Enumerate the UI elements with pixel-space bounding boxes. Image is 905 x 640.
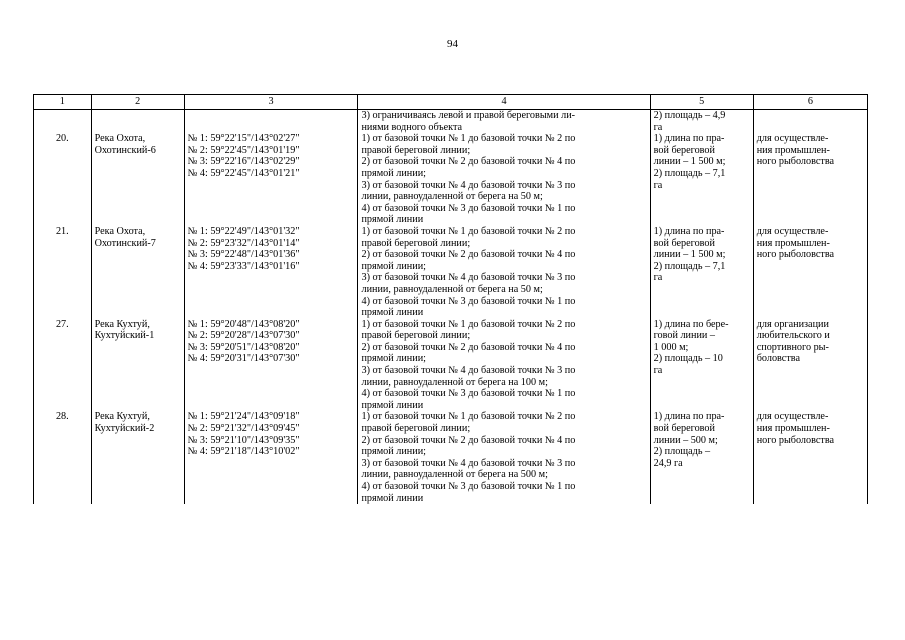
- column-header-3: 3: [184, 95, 358, 110]
- area-purpose-line: ного рыболовства: [756, 156, 835, 168]
- area-borders-line: 1) от базовой точки № 1 до базовой точки № 2 по: [361, 411, 576, 423]
- area-borders-line: линии, равноудаленной от берега на 50 м;: [361, 191, 543, 203]
- area-borders-line: прямой линии;: [361, 260, 426, 272]
- coordinates-line: № 1: 59°20'48"/143°08'20": [187, 318, 300, 330]
- area-borders-line: 1) от базовой точки № 1 до базовой точки № 2 по: [361, 225, 576, 237]
- continuation-cell-1: [34, 110, 92, 134]
- coordinates-line: № 3: 59°20'51"/143°08'20": [187, 341, 300, 353]
- area-borders-line: прямой линии;: [361, 353, 426, 365]
- area-size-line: га: [653, 365, 663, 377]
- area-purpose-cell: [753, 226, 867, 319]
- area-borders-line: прямой линии: [361, 399, 424, 411]
- area-purpose-line: ного рыболовства: [756, 249, 835, 261]
- area-borders-cell: [358, 226, 650, 319]
- area-size-cell: [650, 319, 753, 412]
- area-size-line: 1) длина по пра-: [653, 225, 725, 237]
- area-borders-line: правой береговой линии;: [361, 144, 471, 156]
- continuation-cell-2: [91, 110, 184, 134]
- area-size-line: говой линии –: [653, 330, 716, 342]
- area-size-line: 1) длина по бере-: [653, 318, 729, 330]
- coordinates-line: № 2: 59°21'32"/143°09'45": [187, 423, 300, 435]
- coordinates-line: № 4: 59°21'18"/143°10'02": [187, 446, 300, 458]
- coordinates-line: № 2: 59°23'32"/143°01'14": [187, 237, 300, 249]
- area-purpose-cell: [753, 319, 867, 412]
- area-borders-line: линии, равноудаленной от берега на 50 м;: [361, 283, 543, 295]
- area-borders-line: 3) от базовой точки № 4 до базовой точки № 3 по: [361, 179, 576, 191]
- area-borders-line: 3) от базовой точки № 4 до базовой точки № 3 по: [361, 272, 576, 284]
- column-header-1: 1: [34, 95, 92, 110]
- area-purpose-line: для осуществле-: [756, 133, 829, 145]
- area-borders-line: прямой линии: [361, 307, 424, 319]
- area-purpose-cell: [753, 411, 867, 504]
- area-borders-line: 4) от базовой точки № 3 до базовой точки № 1 по: [361, 295, 576, 307]
- area-size-cell: [650, 133, 753, 226]
- continuation-cell-6: [753, 110, 867, 134]
- area-borders-line: 2) от базовой точки № 2 до базовой точки № 4 по: [361, 249, 576, 261]
- coordinates-line: № 3: 59°21'10"/143°09'35": [187, 434, 300, 446]
- area-borders-line: линии, равноудаленной от берега на 500 м;: [361, 469, 548, 481]
- area-size-line: 2) площадь –: [653, 446, 711, 458]
- area-borders-line: линии, равноудаленной от берега на 100 м;: [361, 376, 548, 388]
- continuation-size-line: га: [653, 121, 663, 133]
- area-borders-line: 1) от базовой точки № 1 до базовой точки № 2 по: [361, 318, 576, 330]
- area-borders-line: 3) от базовой точки № 4 до базовой точки № 3 по: [361, 365, 576, 377]
- row-number: 27.: [34, 319, 92, 412]
- area-borders-line: 2) от базовой точки № 2 до базовой точки № 4 по: [361, 156, 576, 168]
- area-size-line: линии – 500 м;: [653, 434, 718, 446]
- area-purpose-line: ного рыболовства: [756, 434, 835, 446]
- area-size-line: вой береговой: [653, 237, 715, 249]
- water-body-name-line: Охотинский-6: [94, 144, 156, 156]
- area-purpose-line: ния промышлен-: [756, 423, 830, 435]
- water-body-name-line: Река Кухтуй,: [94, 411, 150, 423]
- coordinates-cell: [184, 411, 358, 504]
- area-size-line: 1 000 м;: [653, 341, 689, 353]
- area-purpose-line: ния промышлен-: [756, 144, 830, 156]
- area-borders-line: 2) от базовой точки № 2 до базовой точки № 4 по: [361, 341, 576, 353]
- water-body-name-line: Река Охота,: [94, 225, 146, 237]
- area-size-cell: [650, 226, 753, 319]
- area-size-line: 2) площадь – 7,1: [653, 167, 726, 179]
- continuation-size-cell: [650, 110, 753, 134]
- continuation-cell-3: [184, 110, 358, 134]
- coordinates-line: № 1: 59°22'49"/143°01'32": [187, 225, 300, 237]
- row-number: 28.: [34, 411, 92, 504]
- coordinates-line: № 3: 59°22'48"/143°01'36": [187, 249, 300, 261]
- area-size-line: линии – 1 500 м;: [653, 156, 726, 168]
- coordinates-line: № 1: 59°21'24"/143°09'18": [187, 411, 300, 423]
- table-row: [34, 133, 868, 226]
- coordinates-line: № 4: 59°23'33"/143°01'16": [187, 260, 300, 272]
- water-body-name-line: Охотинский-7: [94, 237, 156, 249]
- column-header-4: 4: [358, 95, 650, 110]
- area-borders-line: правой береговой линии;: [361, 330, 471, 342]
- area-size-line: линии – 1 500 м;: [653, 249, 726, 261]
- continuation-borders-line: 3) ограничиваясь левой и правой береговыми ли-: [361, 110, 576, 121]
- coordinates-line: № 2: 59°20'28"/143°07'30": [187, 330, 300, 342]
- area-borders-line: правой береговой линии;: [361, 237, 471, 249]
- area-borders-line: прямой линии;: [361, 446, 426, 458]
- table-row: [34, 226, 868, 319]
- area-borders-line: прямой линии: [361, 214, 424, 226]
- coordinates-line: № 4: 59°22'45"/143°01'21": [187, 167, 300, 179]
- page-number: 94: [447, 38, 458, 50]
- area-size-line: 1) длина по пра-: [653, 411, 725, 423]
- fishing-areas-table: [33, 94, 868, 504]
- row-number: 20.: [34, 133, 92, 226]
- area-purpose-line: для осуществле-: [756, 411, 829, 423]
- area-borders-line: 1) от базовой точки № 1 до базовой точки № 2 по: [361, 133, 576, 145]
- column-header-2: 2: [91, 95, 184, 110]
- area-borders-line: прямой линии: [361, 492, 424, 504]
- area-size-cell: [650, 411, 753, 504]
- coordinates-line: № 1: 59°22'15"/143°02'27": [187, 133, 300, 145]
- coordinates-line: № 2: 59°22'45"/143°01'19": [187, 144, 300, 156]
- area-borders-line: правой береговой линии;: [361, 423, 471, 435]
- area-size-line: 1) длина по пра-: [653, 133, 725, 145]
- area-borders-line: прямой линии;: [361, 167, 426, 179]
- row-number: 21.: [34, 226, 92, 319]
- area-borders-line: 2) от базовой точки № 2 до базовой точки № 4 по: [361, 434, 576, 446]
- coordinates-cell: [184, 133, 358, 226]
- coordinates-line: № 3: 59°22'16"/143°02'29": [187, 156, 300, 168]
- table-header-row: [34, 95, 868, 110]
- continuation-size-line: 2) площадь – 4,9: [653, 110, 726, 121]
- area-borders-line: 4) от базовой точки № 3 до базовой точки № 1 по: [361, 481, 576, 492]
- area-purpose-cell: [753, 133, 867, 226]
- continuation-row: [34, 110, 868, 134]
- water-body-name-line: Кухтуйский-2: [94, 423, 155, 435]
- area-purpose-line: любительского и: [756, 330, 830, 342]
- column-header-5: 5: [650, 95, 753, 110]
- water-body-name-line: Река Кухтуй,: [94, 318, 150, 330]
- area-size-line: га: [653, 272, 663, 284]
- water-body-name-cell: [91, 226, 184, 319]
- water-body-name-cell: [91, 319, 184, 412]
- coordinates-cell: [184, 226, 358, 319]
- area-purpose-line: спортивного ры-: [756, 341, 829, 353]
- coordinates-cell: [184, 319, 358, 412]
- water-body-name-cell: [91, 411, 184, 504]
- area-size-line: 2) площадь – 10: [653, 353, 723, 365]
- area-purpose-line: для организации: [756, 318, 829, 330]
- area-purpose-line: для осуществле-: [756, 225, 829, 237]
- coordinates-line: № 4: 59°20'31"/143°07'30": [187, 353, 300, 365]
- area-borders-line: 4) от базовой точки № 3 до базовой точки № 1 по: [361, 388, 576, 400]
- continuation-borders-cell: [358, 110, 650, 134]
- area-borders-cell: [358, 319, 650, 412]
- area-size-line: га: [653, 179, 663, 191]
- area-borders-cell: [358, 133, 650, 226]
- water-body-name-line: Река Охота,: [94, 133, 146, 145]
- area-size-line: вой береговой: [653, 144, 715, 156]
- area-borders-cell: [358, 411, 650, 504]
- area-size-line: 24,9 га: [653, 457, 683, 469]
- column-header-6: 6: [753, 95, 867, 110]
- area-size-line: вой береговой: [653, 423, 715, 435]
- water-body-name-cell: [91, 133, 184, 226]
- area-borders-line: 4) от базовой точки № 3 до базовой точки № 1 по: [361, 202, 576, 214]
- area-size-line: 2) площадь – 7,1: [653, 260, 726, 272]
- continuation-borders-line: ниями водного объекта: [361, 121, 463, 133]
- table-row: [34, 319, 868, 412]
- area-borders-line: 3) от базовой точки № 4 до базовой точки № 3 по: [361, 457, 576, 469]
- table-row: [34, 411, 868, 504]
- area-purpose-line: боловства: [756, 353, 800, 365]
- water-body-name-line: Кухтуйский-1: [94, 330, 155, 342]
- area-purpose-line: ния промышлен-: [756, 237, 830, 249]
